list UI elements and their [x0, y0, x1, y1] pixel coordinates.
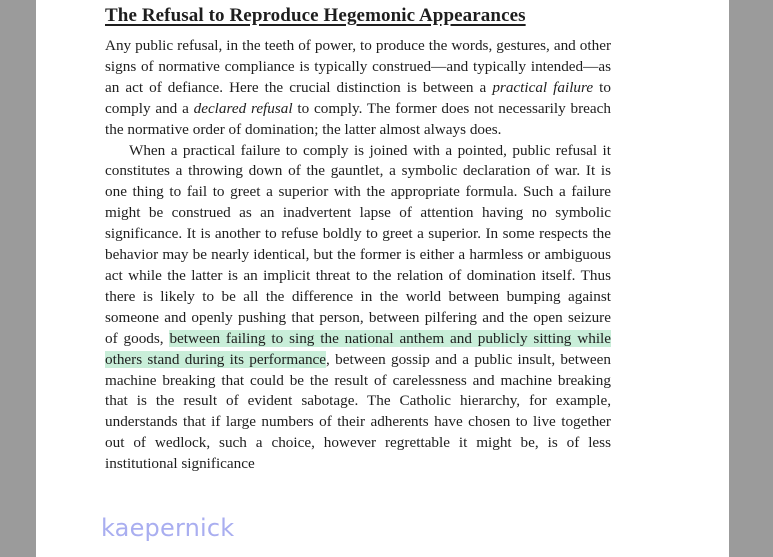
paragraph-1-text-a: Any public refusal, in the teeth of power, to produce the words, gestures, and other signs of normative compliance is typically construed—and typically intended—as an act of defiance. Here the crucial distinction is between a — [105, 37, 611, 96]
page-content — [105, 5, 611, 475]
annotation-label: kaepernick — [101, 514, 235, 542]
highlighted-passage[interactable]: between failing to sing the national anthem and publicly sitting while others stand during its performance — [105, 329, 611, 368]
document-page — [36, 0, 729, 557]
term-practical-failure: practical failure — [492, 78, 594, 96]
paragraph-2-text-before: When a practical failure to comply is joined with a pointed, public refusal it constitutes a throwing down of the gauntlet, a symbolic declaration of war. It is one thing to fail to greet a superior with the appropriate formula. Such a failure might be construed as an inadvertent lapse of attention having no symbolic significance. It is another to refuse boldly to greet a superior. In some respects the behavior may be nearly identical, but the former is either a harmless or ambiguous act while the latter is an implicit threat to the relation of domination itself. Thus there is likely to be all the difference in the world between bumping against someone and openly pushing that person, between pilfering and the open seizure of goods, — [105, 141, 611, 347]
paragraph-1-text-b: to comply and a — [105, 78, 611, 117]
section-title: The Refusal to Reproduce Hegemonic Appearances — [105, 5, 526, 26]
paragraph-1-text-c: to comply. The former does not necessarily breach the normative order of domination; the latter almost always does. — [105, 99, 611, 138]
paragraph-2-text-after: , between gossip and a public insult, between machine breaking that could be the result of carelessness and machine breaking that is the result of evident sabotage. The Catholic hierarchy, for example, understands that if large numbers of their adherents have chosen to live together out of wedlock, such a choice, however regrettable it might be, is of less institutional significance — [105, 350, 611, 473]
paragraph-2 — [105, 141, 611, 476]
term-declared-refusal: declared refusal — [193, 99, 293, 117]
paragraph-1 — [105, 36, 611, 141]
